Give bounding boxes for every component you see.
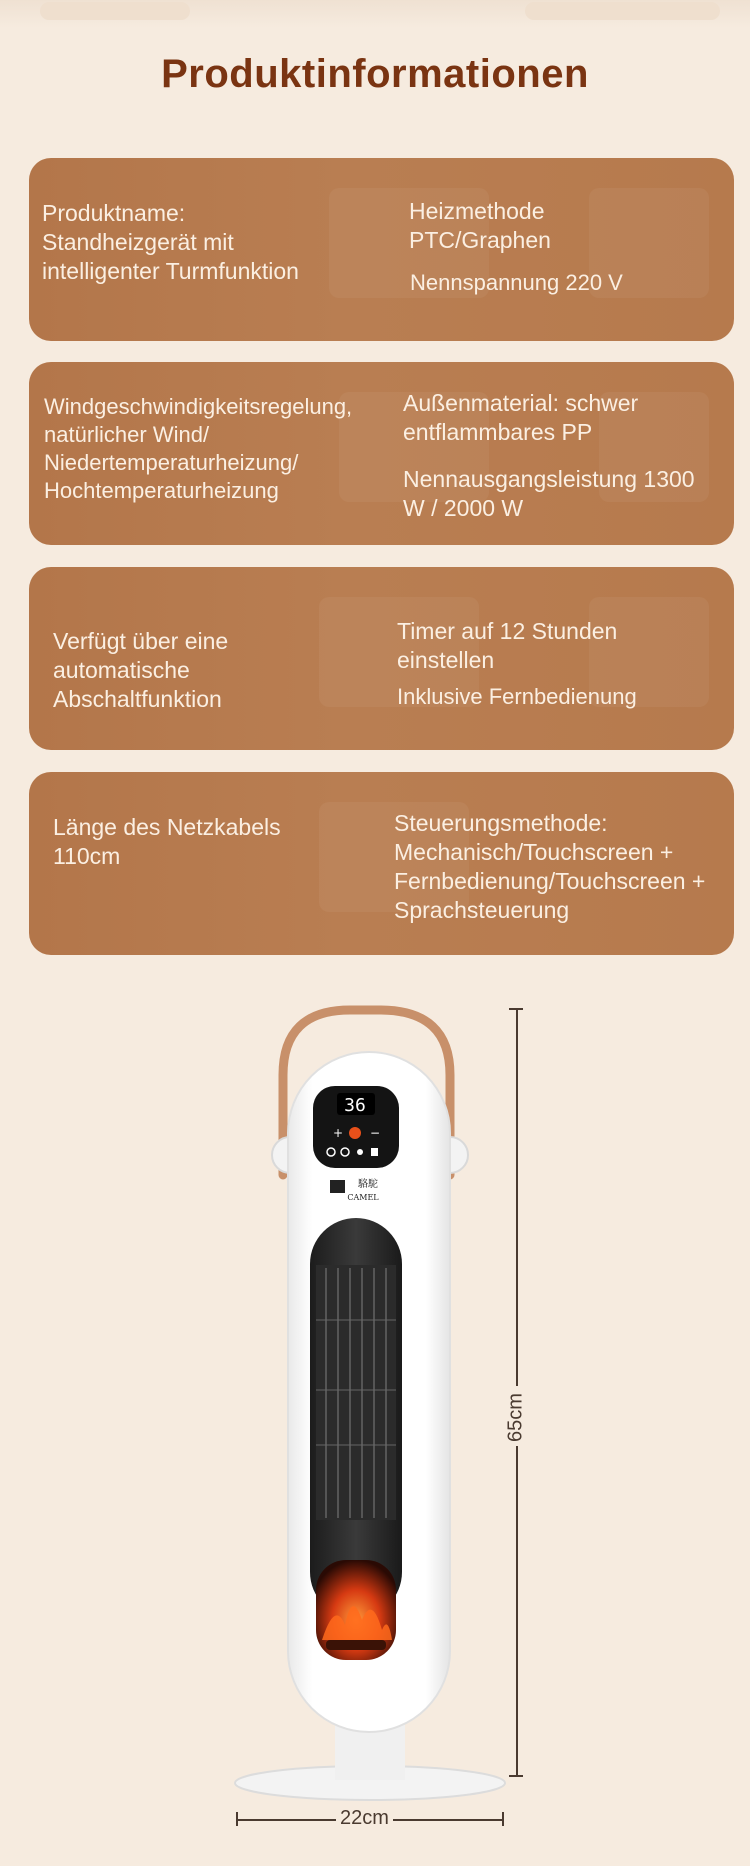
housing-material-text: Außenmaterial: schwer entflammbares PP bbox=[403, 390, 639, 445]
wind-speed-text: Windgeschwindigkeitsregelung, natürlicher Wind/ Niedertemperaturheizung/ Hochtemperaturheizung bbox=[44, 394, 353, 503]
tower-heater-image bbox=[0, 978, 750, 1861]
height-label: 65cm bbox=[504, 1393, 527, 1442]
svg-text:−: − bbox=[370, 1126, 381, 1140]
rated-voltage-text: Nennspannung 220 V bbox=[410, 270, 623, 295]
width-label: 22cm bbox=[336, 1807, 393, 1830]
ghost-shape-right bbox=[525, 2, 720, 20]
info-card-1 bbox=[29, 158, 734, 341]
svg-text:駱駝: 駱駝 bbox=[358, 1179, 378, 1190]
auto-shutoff-text: Verfügt über eine automatische Abschaltfunktion bbox=[53, 628, 229, 712]
svg-text:+: + bbox=[333, 1126, 344, 1140]
page-title: Produktinformationen bbox=[161, 52, 589, 96]
info-card-3 bbox=[29, 567, 734, 750]
width-dimension-tick-left bbox=[236, 1812, 238, 1826]
product-name-text: Produktname: Standheizgerät mit intelligenter Turmfunktion bbox=[42, 200, 299, 284]
rated-power-text: Nennausgangsleistung 1300 W / 2000 W bbox=[403, 466, 695, 521]
control-method-text: Steuerungsmethode: Mechanisch/Touchscreen + Fernbedienung/Touchscreen + Sprachsteuerung bbox=[394, 810, 706, 923]
product-image-area bbox=[0, 978, 750, 1861]
height-dimension-tick-bottom bbox=[509, 1775, 523, 1777]
width-dimension-tick-right bbox=[502, 1812, 504, 1826]
height-dimension-tick-top bbox=[509, 1008, 523, 1010]
info-card-4 bbox=[29, 772, 734, 955]
top-fade bbox=[0, 0, 750, 28]
heating-method-text: Heizmethode PTC/Graphen bbox=[409, 198, 551, 253]
svg-text:CAMEL: CAMEL bbox=[347, 1193, 379, 1202]
timer-text: Timer auf 12 Stunden einstellen bbox=[397, 618, 618, 673]
power-cord-text: Länge des Netzkabels 110cm bbox=[53, 814, 281, 869]
remote-included-text: Inklusive Fernbedienung bbox=[397, 684, 637, 709]
svg-text:36: 36 bbox=[344, 1095, 366, 1116]
info-card-2 bbox=[29, 362, 734, 545]
ghost-shape-left bbox=[40, 2, 190, 20]
